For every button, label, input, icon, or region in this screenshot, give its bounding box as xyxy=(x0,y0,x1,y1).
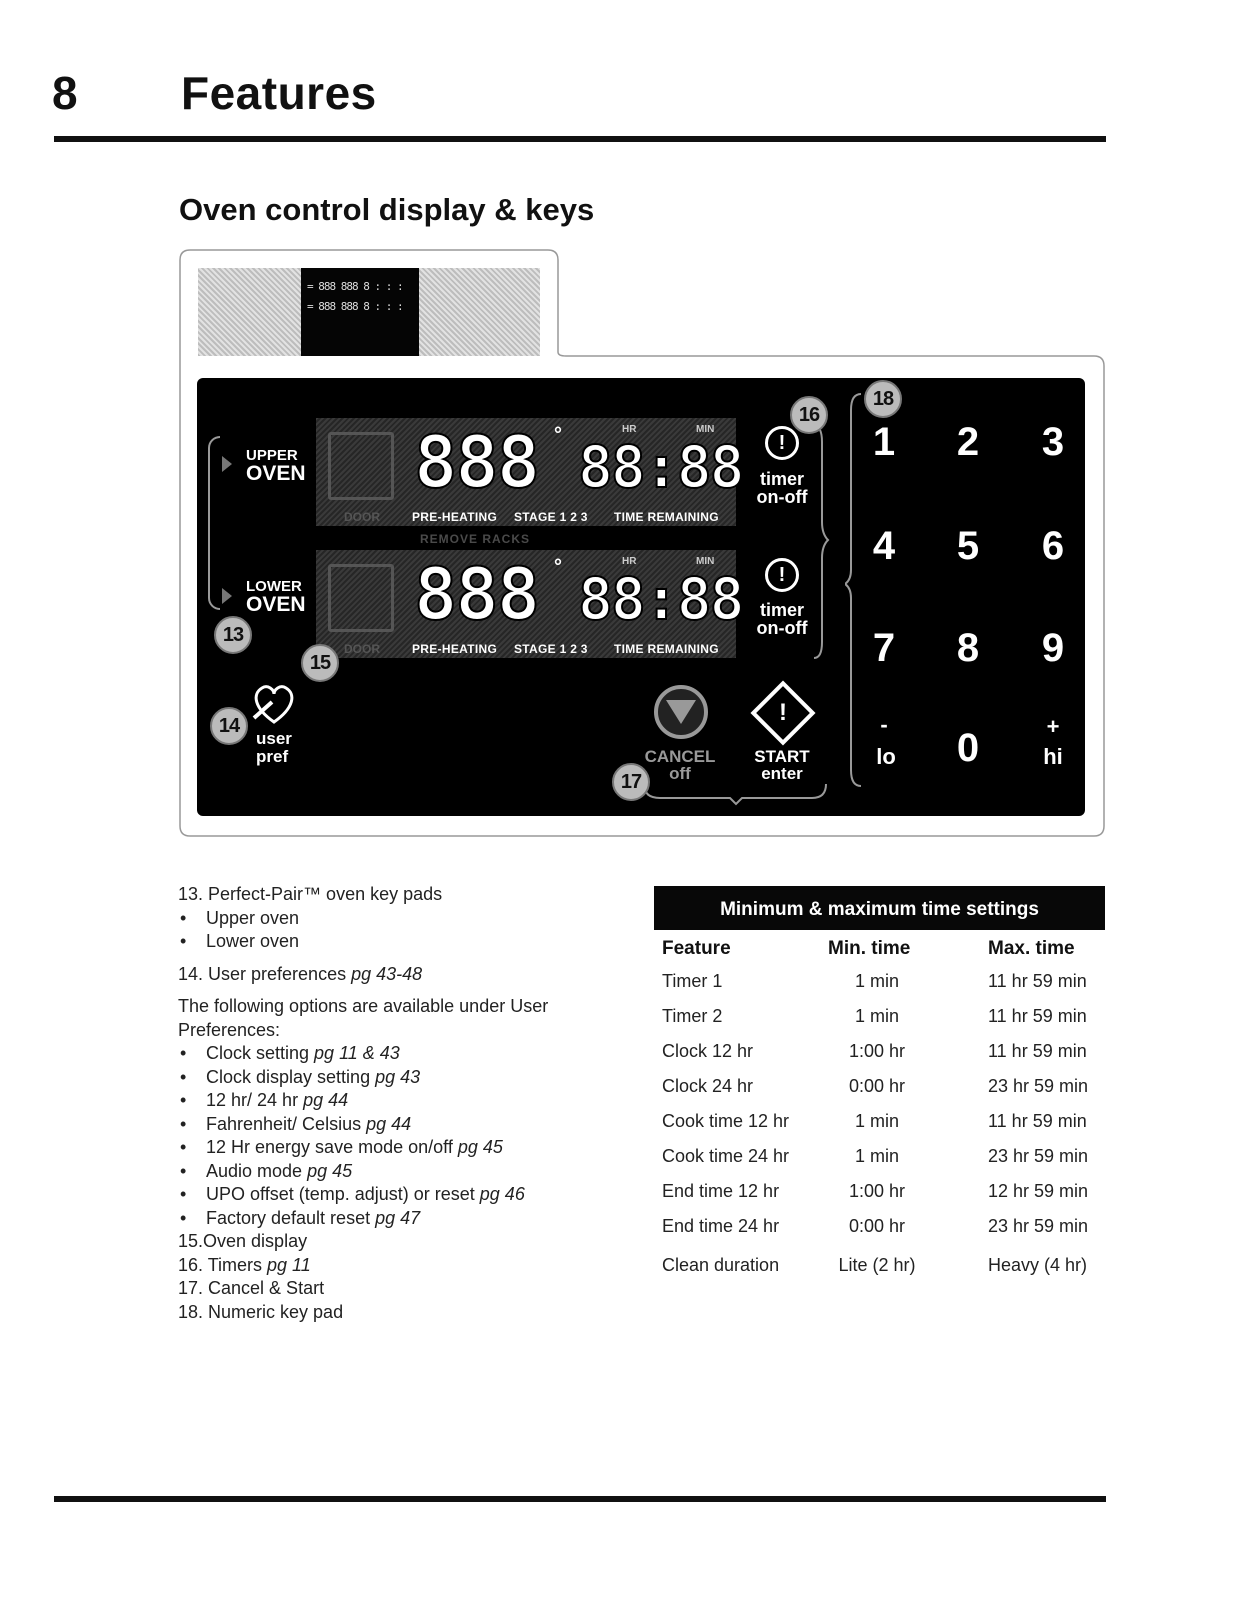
max-cell: 23 hr 59 min xyxy=(988,1146,1089,1166)
key-2[interactable]: 2 xyxy=(956,420,980,464)
max-cell: 11 hr 59 min xyxy=(988,971,1087,991)
key-7[interactable]: 7 xyxy=(872,626,896,670)
mini-display-row: = 888 888 8 : : : xyxy=(307,280,403,293)
note-16 xyxy=(178,1254,618,1278)
key-4[interactable]: 4 xyxy=(872,524,896,568)
time-remaining-indicator: TIME REMAINING xyxy=(614,642,719,656)
option-text: UPO offset (temp. adjust) or reset xyxy=(206,1184,480,1204)
feature-cell: Clock 12 hr xyxy=(662,1041,754,1061)
max-cell: Heavy (4 hr) xyxy=(988,1255,1088,1275)
feature-cell: Cook time 24 hr xyxy=(662,1146,790,1166)
option-item xyxy=(178,1207,618,1231)
section-title: Oven control display & keys xyxy=(179,192,595,227)
wrench-heart-icon xyxy=(248,680,300,726)
option-item xyxy=(178,1160,618,1184)
note-16-ref: pg 11 xyxy=(267,1254,311,1275)
max-cell: 12 hr 59 min xyxy=(988,1181,1089,1201)
feature-cell: End time 24 hr xyxy=(662,1216,780,1236)
feature-cell: End time 12 hr xyxy=(662,1181,780,1201)
option-item xyxy=(178,1136,618,1160)
bottom-rule xyxy=(54,1496,1106,1502)
table-row xyxy=(662,1035,1108,1070)
option-ref: pg 45 xyxy=(307,1160,353,1181)
max-cell: 11 hr 59 min xyxy=(988,1041,1087,1061)
bullet-upper-oven: • Upper oven xyxy=(178,907,618,931)
start-enter-label: enter xyxy=(761,764,803,783)
feature-cell: Cook time 12 hr xyxy=(662,1111,790,1131)
note-18: 18. Numeric key pad xyxy=(178,1301,344,1322)
option-ref: pg 44 xyxy=(303,1090,349,1110)
note-13-bullets xyxy=(178,907,618,954)
min-cell: 1 min xyxy=(854,1111,899,1131)
key-0[interactable]: 0 xyxy=(956,726,980,770)
option-text: Audio mode xyxy=(206,1160,308,1181)
degree-symbol: ° xyxy=(554,424,562,446)
lower-oven-key[interactable] xyxy=(246,579,306,615)
callout-14: 14 xyxy=(210,707,248,745)
door-indicator: DOOR xyxy=(344,510,380,524)
min-cell: 1 min xyxy=(854,1006,899,1026)
lower-oven-label-line2: OVEN xyxy=(246,593,306,616)
feature-cell: Timer 2 xyxy=(662,1006,723,1026)
lower-oven-label-line1: LOWER xyxy=(246,578,302,595)
mini-display-row: = 888 888 8 : : : xyxy=(307,300,403,313)
user-pref-key[interactable] xyxy=(256,730,292,766)
time-settings-table-title: Minimum & maximum time settings xyxy=(654,886,1105,930)
header-feature: Feature xyxy=(662,938,731,959)
lower-timer-key[interactable] xyxy=(747,601,817,637)
keypad-brace xyxy=(845,390,865,790)
callout-15: 15 xyxy=(301,644,339,682)
min-cell: 0:00 hr xyxy=(848,1076,906,1096)
callout-18: 18 xyxy=(864,380,902,418)
feature-notes xyxy=(178,883,618,1324)
option-text: 12 hr/ 24 hr xyxy=(206,1090,304,1110)
stage-indicator: STAGE 1 2 3 xyxy=(514,642,588,656)
option-ref: pg 47 xyxy=(375,1207,421,1228)
note-16-text: 16. Timers xyxy=(178,1254,268,1275)
cancel-icon xyxy=(654,685,708,739)
mini-display xyxy=(301,268,419,356)
option-text: Clock display setting xyxy=(206,1066,376,1087)
plus-sign: + xyxy=(1046,714,1060,739)
option-text: Factory default reset xyxy=(206,1207,376,1228)
upper-temp-digits: 888 xyxy=(414,420,539,504)
upper-timer-icon xyxy=(765,426,799,460)
min-cell: 1 min xyxy=(854,971,899,991)
upper-oven-label-line1: UPPER xyxy=(246,447,298,464)
upper-oven-arrow-icon xyxy=(222,456,232,472)
min-label: MIN xyxy=(696,556,715,567)
note-14-text: 14. User preferences xyxy=(178,963,352,984)
feature-cell: Clean duration xyxy=(662,1255,780,1275)
key-8[interactable]: 8 xyxy=(956,626,980,670)
hr-label: HR xyxy=(622,556,637,567)
max-cell: 11 hr 59 min xyxy=(988,1111,1087,1131)
upper-oven-key[interactable] xyxy=(246,448,306,484)
feature-cell: Timer 1 xyxy=(662,971,723,991)
oven-icon xyxy=(328,564,394,632)
table-row xyxy=(662,1210,1108,1245)
table-row xyxy=(662,965,1108,1000)
page-title: Features xyxy=(181,67,377,119)
user-pref-intro: The following options are available under User Preferences: xyxy=(178,996,549,1040)
option-item xyxy=(178,1042,618,1066)
note-13: 13. Perfect-Pair™ oven key pads xyxy=(178,884,443,904)
key-hi[interactable]: hi xyxy=(1043,744,1063,769)
note-14 xyxy=(178,963,618,987)
user-pref-label-line2: pref xyxy=(256,747,289,766)
minus-sign: - xyxy=(880,712,888,737)
stage-indicator: STAGE 1 2 3 xyxy=(514,510,588,524)
key-5[interactable]: 5 xyxy=(956,524,980,568)
start-key[interactable] xyxy=(742,748,822,782)
max-cell: 11 hr 59 min xyxy=(988,1006,1087,1026)
table-row xyxy=(662,1175,1108,1210)
key-3[interactable]: 3 xyxy=(1041,420,1065,464)
table-row xyxy=(662,1140,1108,1175)
header-min-time: Min. time xyxy=(828,938,911,959)
user-pref-label-line1: user xyxy=(256,729,292,748)
key-1[interactable]: 1 xyxy=(872,420,896,464)
cancel-off-label: off xyxy=(669,764,691,783)
option-item xyxy=(178,1089,618,1113)
option-text: 12 Hr energy save mode on/off xyxy=(206,1137,458,1157)
min-cell: 0:00 hr xyxy=(848,1216,906,1236)
key-6[interactable]: 6 xyxy=(1041,524,1065,568)
key-9[interactable]: 9 xyxy=(1041,626,1065,670)
timer-label: timer xyxy=(759,469,804,489)
door-indicator: DOOR xyxy=(344,642,380,656)
max-cell: 23 hr 59 min xyxy=(988,1216,1089,1236)
table-header-row xyxy=(662,932,1108,965)
note-17: 17. Cancel & Start xyxy=(178,1278,325,1298)
time-remaining-indicator: TIME REMAINING xyxy=(614,510,719,524)
header-max-time: Max. time xyxy=(988,938,1075,959)
cancel-key[interactable] xyxy=(640,748,720,782)
timer-brace xyxy=(812,422,830,662)
upper-oven-display xyxy=(316,418,743,526)
option-ref: pg 46 xyxy=(479,1184,525,1204)
lower-timer-icon xyxy=(765,558,799,592)
time-settings-table xyxy=(662,932,1108,1285)
option-item xyxy=(178,1183,618,1207)
start-label: START xyxy=(754,747,810,766)
callout-13: 13 xyxy=(214,616,252,654)
callout-16: 16 xyxy=(790,396,828,434)
cancel-label: CANCEL xyxy=(644,747,716,766)
option-item xyxy=(178,1066,618,1090)
table-row xyxy=(662,1070,1108,1105)
degree-symbol: ° xyxy=(554,556,562,578)
lower-temp-digits: 888 xyxy=(414,552,539,636)
remove-racks-indicator: REMOVE RACKS xyxy=(420,532,531,546)
option-ref: pg 11 & 43 xyxy=(314,1043,400,1063)
lower-oven-arrow-icon xyxy=(222,588,232,604)
bullet-lower-oven: • Lower oven xyxy=(178,930,618,954)
key-lo[interactable]: lo xyxy=(876,744,896,769)
note-14-ref: pg 43-48 xyxy=(351,963,423,984)
feature-cell: Clock 24 hr xyxy=(662,1076,754,1096)
hr-label: HR xyxy=(622,424,637,435)
oven-key-brace xyxy=(208,436,220,610)
option-text: Fahrenheit/ Celsius xyxy=(206,1113,367,1134)
lower-time-digits: 88:88 xyxy=(578,565,743,633)
option-ref: pg 44 xyxy=(366,1113,412,1134)
upper-timer-key[interactable] xyxy=(747,470,817,506)
table-row xyxy=(662,1105,1108,1140)
note-15: 15.Oven display xyxy=(178,1231,308,1251)
upper-oven-label-line2: OVEN xyxy=(246,462,306,485)
pre-heating-indicator: PRE-HEATING xyxy=(412,642,498,656)
min-cell: 1 min xyxy=(854,1146,899,1166)
convection-fan-icon xyxy=(328,432,394,500)
pre-heating-indicator: PRE-HEATING xyxy=(412,510,498,524)
min-cell: 1:00 hr xyxy=(848,1041,906,1061)
option-text: Clock setting xyxy=(206,1043,315,1063)
table-row xyxy=(662,1000,1108,1035)
option-item xyxy=(178,1113,618,1137)
cancel-start-brace xyxy=(640,780,830,806)
table-row xyxy=(662,1245,1108,1285)
option-ref: pg 43 xyxy=(375,1066,421,1087)
timer-label: timer xyxy=(759,600,804,620)
callout-17: 17 xyxy=(612,763,650,801)
page-number: 8 xyxy=(52,67,78,119)
user-pref-options xyxy=(178,1042,618,1230)
upper-time-digits: 88:88 xyxy=(578,433,743,501)
timer-on-off-label: on-off xyxy=(756,618,808,638)
max-cell: 23 hr 59 min xyxy=(988,1076,1089,1096)
min-cell: Lite (2 hr) xyxy=(838,1255,916,1275)
min-label: MIN xyxy=(696,424,715,435)
lower-oven-display xyxy=(316,550,743,658)
min-cell: 1:00 hr xyxy=(848,1181,906,1201)
timer-on-off-label: on-off xyxy=(756,487,808,507)
option-ref: pg 45 xyxy=(457,1137,503,1157)
